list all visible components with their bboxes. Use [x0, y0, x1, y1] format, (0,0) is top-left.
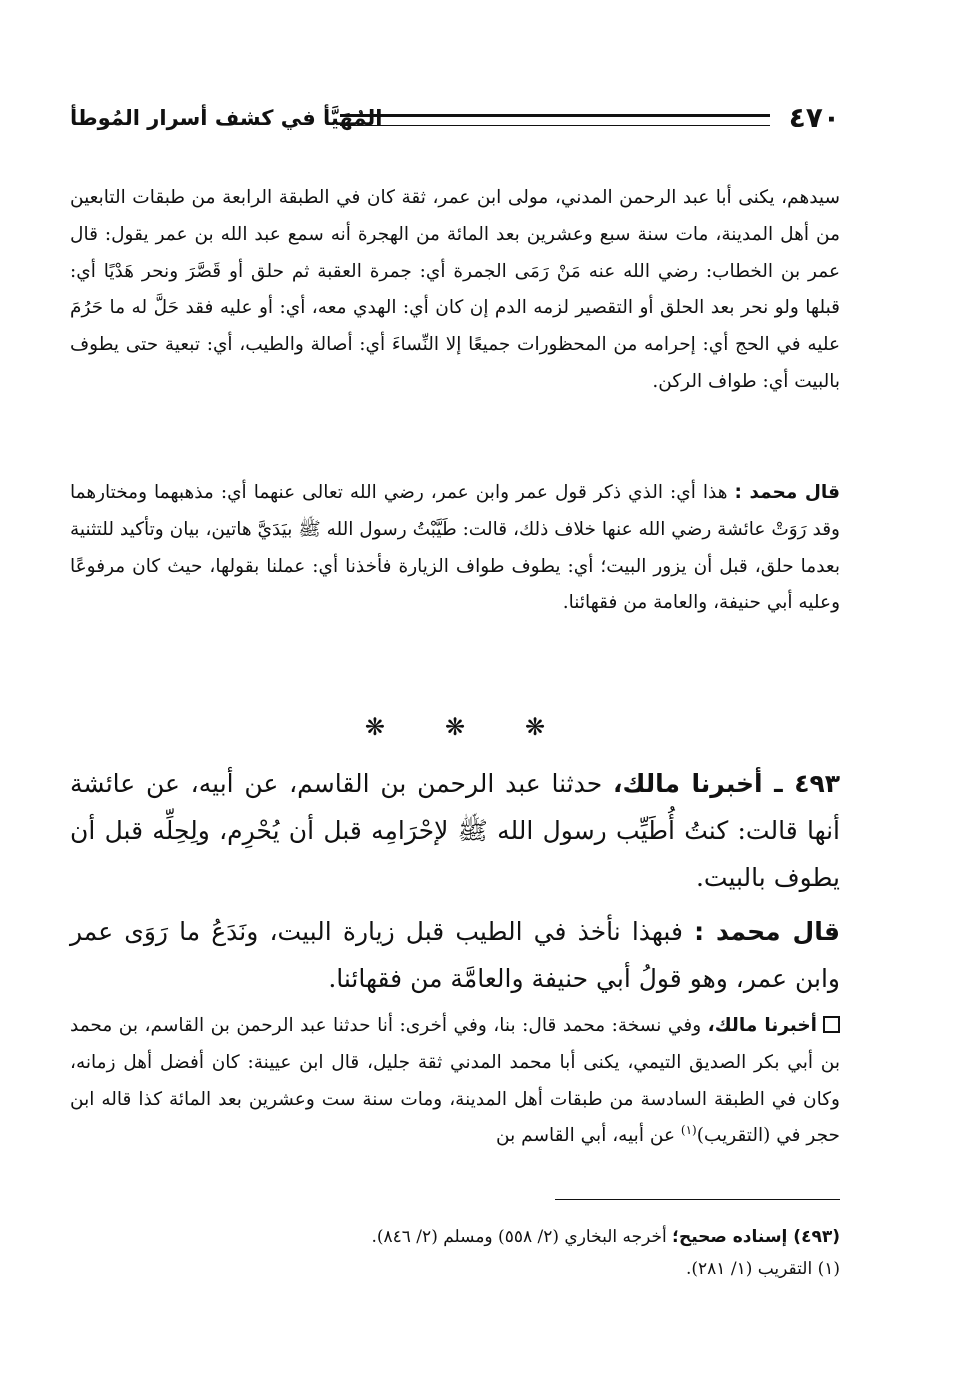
commentary-paragraph-1: سيدهم، يكنى أبا عبد الرحمن المدني، مولى ابن عمر، ثقة كان في الطبقة الرابعة من طبقات التابعين من أهل المدينة، مات سنة سبع وعشرين بعد المائة من الهجرة أنه سمع عبد الله بن عمر يقول: قال عمر بن الخطاب: رضي الله عنه مَنْ رَمَى الجمرة أي: جمرة العقبة ثم حلق أو قَصَّرَ ونحر هَدْيًا أي: قبلها ولو نحر بعد الحلق أو التقصير لزمه الدم إن كان أي: الهدي معه، أي: أو عليه فقد حَلَّ له ما حَرُمَ عليه في الحج أي: إحرامه من المحظورات جميعًا إلا النِّساءَ أي: أصالة والطيب، أي: تبعية حتى يطوف بالبيت أي: طواف الركن. — [70, 187, 840, 392]
akhbarana-malik-label: أخبرنا مالك، — [707, 1015, 817, 1036]
footnote-reference: (١) — [680, 1123, 697, 1138]
footnote-493-text: أخرجه البخاري (٢/ ٥٥٨) ومسلم (٢/ ٨٤٦). — [371, 1227, 667, 1247]
page-number: ٤٧٠ — [788, 101, 840, 134]
asterisk-ornament-icon: ❋ — [444, 713, 466, 741]
footnote-divider — [555, 1199, 840, 1200]
commentary-paragraph-3-text: وفي نسخة: محمد قال: بنا، وفي أخرى: أنا حدثنا عبد الرحمن بن القاسم، بن محمد بن أبي بكر الصديق التيمي، يكنى أبا محمد المدني ثقة جليل، قال ابن عيينة: كان أفضل أهل زمانه، وكان في الطبقة السادسة من طبقات أهل المدينة، ومات سنة ست وعشرين بعد المائة كذا قاله ابن حجر في (التقريب) — [70, 1015, 840, 1147]
commentary-paragraph-2 — [70, 475, 840, 622]
footnote-493 — [70, 1224, 840, 1250]
muhammad-ruling-text: فبهذا نأخذ في الطيب قبل زيارة البيت، ونَدَعُ ما رَوَى عمر وابن عمر، وهو قولُ أبي حنيفة والعامَّة من فقهائنا. — [70, 917, 840, 993]
asterisk-ornament-icon: ❋ — [525, 713, 546, 741]
hadith-493-text — [70, 760, 840, 901]
hadith-number-lead: ٤٩٣ ـ أخبرنا مالك، — [612, 769, 840, 798]
book-page — [70, 0, 840, 1382]
qala-muhammad-label: قال محمد : — [734, 482, 840, 503]
footnote-493-lead: (٤٩٣) إسناده صحيح؛ — [672, 1227, 840, 1247]
commentary-paragraph-2-text: هذا أي: الذي ذكر قول عمر وابن عمر، رضي الله تعالى عنهما أي: مذهبهما ومختارهما وقد رَوَتْ عائشة رضي الله عنها خلاف ذلك، قالت: طَيَّبْتُ رسول الله ﷺ بيَدَيَّ هاتين، بيان وتأكيد للتثنية بعدما حلق، قبل أن يزور البيت؛ أي: يطوف طواف الزيارة فأخذنا أي: عملنا بقولها، حيث كان مرفوعًا وعليه أبي حنيفة، والعامة من فقهائنا. — [70, 482, 840, 614]
footnote-1: (١) التقريب (١/ ٢٨١). — [685, 1259, 840, 1279]
muhammad-ruling-paragraph — [70, 908, 840, 1002]
square-marker-icon — [823, 1016, 840, 1033]
qala-muhammad-label: قال محمد : — [694, 917, 840, 946]
commentary-paragraph-3-tail: عن أبيه، أبي القاسم بن — [496, 1125, 675, 1147]
commentary-paragraph-3 — [70, 1008, 840, 1155]
header-double-rule — [340, 114, 770, 126]
hadith-493-body: حدثنا عبد الرحمن بن القاسم، عن أبيه، عن عائشة أنها قالت: كنتُ أُطَيِّب رسول الله ﷺ لإحْرَامِه قبل أن يُحْرِم، ولِحِلِّه قبل أن يطوف بالبيت. — [70, 769, 840, 892]
running-title: المُهَيَّأ في كشف أسرار المُوطأ — [70, 106, 383, 130]
page-header — [70, 98, 840, 138]
section-separator — [70, 712, 840, 742]
asterisk-ornament-icon: ❋ — [364, 713, 385, 741]
